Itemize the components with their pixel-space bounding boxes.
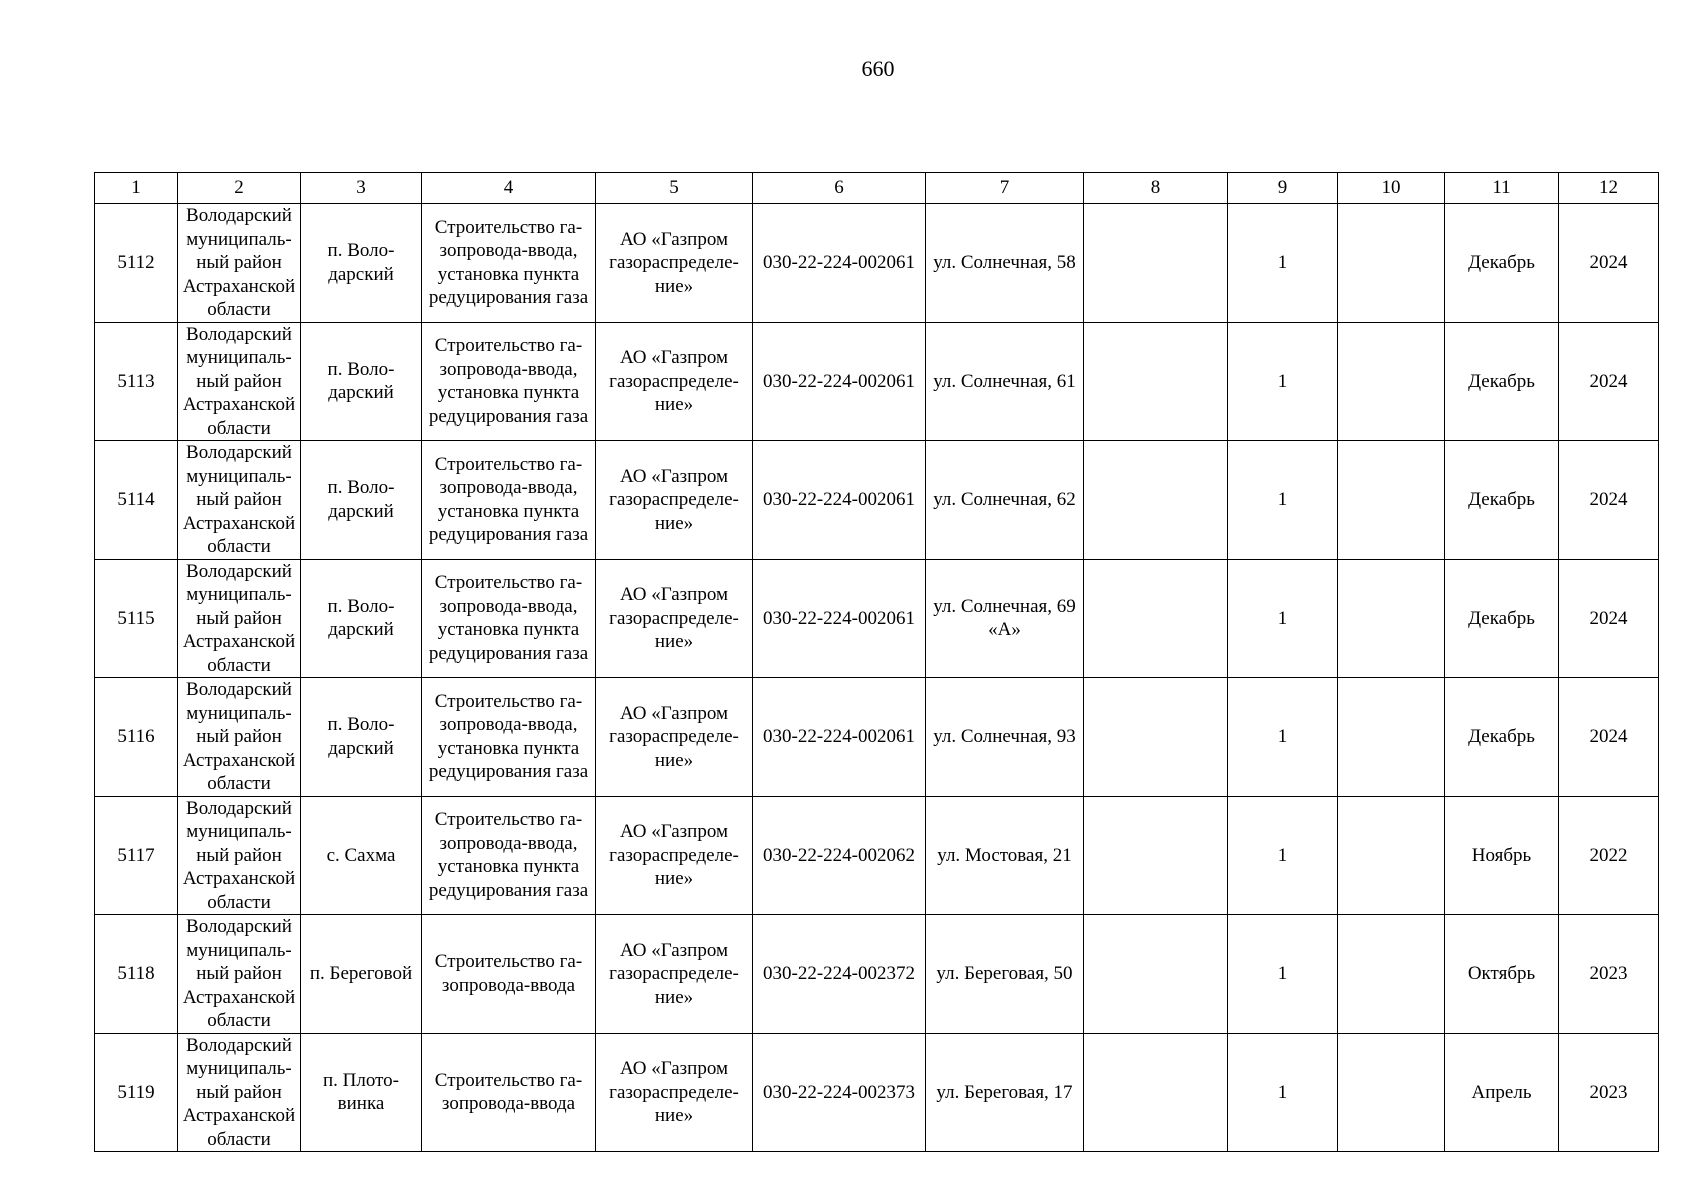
district-cell-line: муниципаль- (186, 465, 292, 487)
object-code-cell: 030-22-224-002373 (753, 1033, 926, 1152)
header-cell: 2 (178, 173, 301, 204)
work-description-cell-line: установка пункта (437, 382, 580, 404)
address-cell (926, 1033, 1084, 1152)
row-number-cell: 5112 (95, 204, 178, 323)
organization-cell-line: газораспределе- (609, 607, 739, 629)
district-cell-line: Астраханской (182, 868, 296, 889)
work-description-cell-line: редуцирования газа (428, 642, 589, 664)
district-cell (178, 1033, 301, 1152)
organization-cell-line: ние» (654, 986, 694, 1008)
settlement-cell-line: с. Сахма (326, 844, 396, 866)
work-description-cell-line: Строительство га- (434, 1069, 583, 1091)
year-cell: 2024 (1559, 559, 1659, 678)
district-cell-line: ный район (196, 489, 282, 510)
organization-cell-line: газораспределе- (609, 1081, 739, 1103)
year-cell: 2023 (1559, 915, 1659, 1034)
organization-cell-line: ние» (654, 631, 694, 652)
header-cell: 9 (1228, 173, 1338, 204)
organization-cell (596, 915, 753, 1034)
column-8-cell (1084, 559, 1228, 678)
organization-cell-line: газораспределе- (609, 489, 739, 510)
organization-cell (596, 441, 753, 560)
district-cell-line: Володарский (186, 797, 292, 819)
month-cell: Декабрь (1445, 441, 1559, 560)
table-header (95, 173, 1659, 204)
header-cell: 6 (753, 173, 926, 204)
table-row (95, 915, 1659, 1034)
district-cell-line: Астраханской (182, 749, 296, 771)
district-cell-line: муниципаль- (186, 939, 292, 961)
month-cell: Октябрь (1445, 915, 1559, 1034)
district-cell (178, 678, 301, 797)
column-10-cell (1338, 322, 1445, 441)
table-row (95, 796, 1659, 915)
work-description-cell (422, 915, 596, 1034)
organization-cell (596, 559, 753, 678)
address-cell (926, 559, 1084, 678)
table-row (95, 678, 1659, 797)
column-8-cell (1084, 796, 1228, 915)
year-cell: 2022 (1559, 796, 1659, 915)
work-description-cell-line: Строительство га- (434, 335, 583, 357)
month-cell: Апрель (1445, 1033, 1559, 1152)
settlement-cell (301, 796, 422, 915)
organization-cell-line: газораспределе- (609, 726, 739, 747)
district-cell-line: Астраханской (182, 275, 296, 297)
quantity-cell: 1 (1228, 678, 1338, 797)
work-description-cell-line: Строительство га- (434, 216, 583, 238)
month-cell: Ноябрь (1445, 796, 1559, 915)
settlement-cell-line: дарский (328, 382, 394, 404)
settlement-cell-line: п. Береговой (309, 963, 413, 984)
district-cell (178, 915, 301, 1034)
work-description-cell (422, 441, 596, 560)
column-8-cell (1084, 204, 1228, 323)
column-8-cell (1084, 1033, 1228, 1152)
month-cell: Декабрь (1445, 678, 1559, 797)
organization-cell (596, 678, 753, 797)
district-cell-line: муниципаль- (186, 1058, 292, 1079)
district-cell-line: Володарский (186, 1034, 292, 1056)
data-table (94, 172, 1659, 1152)
column-10-cell (1338, 441, 1445, 560)
address-cell (926, 204, 1084, 323)
table-row (95, 204, 1659, 323)
settlement-cell (301, 441, 422, 560)
district-cell-line: Астраханской (182, 1105, 296, 1126)
month-cell: Декабрь (1445, 204, 1559, 323)
quantity-cell: 1 (1228, 204, 1338, 323)
address-cell (926, 796, 1084, 915)
district-cell-line: области (207, 773, 271, 794)
work-description-cell-line: зопровода-ввода (441, 974, 576, 996)
work-description-cell-line: зопровода-ввода, (439, 477, 578, 499)
object-code-cell: 030-22-224-002061 (753, 441, 926, 560)
header-cell: 1 (95, 173, 178, 204)
column-10-cell (1338, 1033, 1445, 1152)
address-cell-line: ул. Солнечная, 61 (933, 370, 1076, 392)
settlement-cell (301, 678, 422, 797)
table-row (95, 1033, 1659, 1152)
work-description-cell (422, 1033, 596, 1152)
district-cell-line: ный район (196, 726, 282, 747)
organization-cell-line: ние» (654, 394, 694, 415)
header-row (95, 173, 1659, 204)
district-cell-line: Володарский (186, 442, 292, 463)
work-description-cell-line: Строительство га- (434, 951, 583, 973)
district-cell (178, 441, 301, 560)
page-number: 660 (861, 56, 895, 81)
quantity-cell: 1 (1228, 441, 1338, 560)
district-cell-line: области (207, 536, 271, 557)
organization-cell (596, 796, 753, 915)
organization-cell-line: газораспределе- (609, 370, 739, 392)
settlement-cell-line: дарский (328, 737, 394, 759)
settlement-cell-line: п. Воло- (327, 595, 395, 617)
header-cell: 8 (1084, 173, 1228, 204)
work-description-cell-line: зопровода-ввода (441, 1093, 576, 1115)
district-cell-line: области (207, 891, 271, 913)
object-code-cell: 030-22-224-002062 (753, 796, 926, 915)
work-description-cell-line: Строительство га- (434, 809, 583, 831)
district-cell-line: области (207, 654, 271, 676)
month-cell: Декабрь (1445, 322, 1559, 441)
organization-cell (596, 204, 753, 323)
column-10-cell (1338, 204, 1445, 323)
header-cell: 11 (1445, 173, 1559, 204)
work-description-cell (422, 322, 596, 441)
quantity-cell: 1 (1228, 1033, 1338, 1152)
address-cell-line: ул. Солнечная, 93 (933, 726, 1076, 747)
row-number-cell: 5115 (95, 559, 178, 678)
work-description-cell-line: установка пункта (437, 856, 580, 878)
row-number-cell: 5118 (95, 915, 178, 1034)
table-row (95, 322, 1659, 441)
year-cell: 2023 (1559, 1033, 1659, 1152)
work-description-cell-line: редуцирования газа (428, 524, 589, 546)
object-code-cell: 030-22-224-002061 (753, 204, 926, 323)
address-cell-line: ул. Солнечная, 69 (933, 595, 1076, 617)
address-cell (926, 915, 1084, 1034)
header-cell: 5 (596, 173, 753, 204)
column-10-cell (1338, 559, 1445, 678)
district-cell-line: муниципаль- (186, 821, 292, 842)
district-cell-line: Астраханской (182, 394, 296, 415)
district-cell-line: области (207, 417, 271, 439)
address-cell-line: ул. Мостовая, 21 (937, 844, 1072, 866)
work-description-cell-line: установка пункта (437, 619, 580, 641)
address-cell-line: ул. Солнечная, 58 (933, 252, 1076, 273)
settlement-cell-line: п. Воло- (327, 240, 395, 262)
address-cell-line: ул. Береговая, 50 (936, 963, 1073, 984)
work-description-cell-line: зопровода-ввода, (439, 714, 578, 736)
district-cell-line: муниципаль- (186, 228, 292, 250)
table-row (95, 559, 1659, 678)
district-cell-line: Володарский (186, 916, 292, 937)
column-8-cell (1084, 678, 1228, 797)
settlement-cell (301, 559, 422, 678)
quantity-cell: 1 (1228, 915, 1338, 1034)
header-cell: 4 (422, 173, 596, 204)
work-description-cell-line: установка пункта (437, 263, 580, 285)
organization-cell-line: АО «Газпром (619, 465, 729, 487)
object-code-cell: 030-22-224-002061 (753, 678, 926, 797)
settlement-cell-line: п. Воло- (327, 477, 395, 499)
address-cell-line: ул. Береговая, 17 (936, 1081, 1073, 1103)
organization-cell-line: ние» (654, 275, 694, 297)
district-cell-line: ный район (196, 844, 282, 866)
organization-cell-line: газораспределе- (609, 844, 739, 866)
district-cell-line: Володарский (186, 560, 292, 582)
organization-cell-line: АО «Газпром (619, 821, 729, 842)
district-cell-line: ный район (196, 252, 282, 273)
header-cell: 7 (926, 173, 1084, 204)
district-cell (178, 204, 301, 323)
district-cell-line: области (207, 299, 271, 320)
settlement-cell (301, 915, 422, 1034)
address-cell (926, 441, 1084, 560)
settlement-cell-line: п. Плото- (323, 1069, 399, 1091)
quantity-cell: 1 (1228, 796, 1338, 915)
work-description-cell (422, 678, 596, 797)
address-cell-line: «А» (988, 619, 1021, 641)
organization-cell-line: АО «Газпром (619, 702, 729, 724)
organization-cell-line: АО «Газпром (619, 228, 729, 250)
organization-cell-line: АО «Газпром (619, 939, 729, 961)
district-cell-line: Астраханской (182, 512, 296, 534)
work-description-cell-line: редуцирования газа (428, 287, 589, 309)
column-8-cell (1084, 322, 1228, 441)
organization-cell-line: АО «Газпром (619, 347, 729, 368)
district-cell-line: Володарский (186, 323, 292, 345)
work-description-cell-line: установка пункта (437, 500, 580, 522)
work-description-cell-line: редуцирования газа (428, 761, 589, 783)
district-cell-line: Астраханской (182, 631, 296, 652)
work-description-cell-line: зопровода-ввода, (439, 832, 578, 854)
table-body (95, 204, 1659, 1152)
header-cell: 3 (301, 173, 422, 204)
month-cell: Декабрь (1445, 559, 1559, 678)
district-cell (178, 322, 301, 441)
settlement-cell-line: дарский (328, 263, 394, 285)
district-cell (178, 559, 301, 678)
object-code-cell: 030-22-224-002372 (753, 915, 926, 1034)
year-cell: 2024 (1559, 322, 1659, 441)
settlement-cell-line: винка (337, 1093, 385, 1115)
organization-cell-line: АО «Газпром (619, 584, 729, 605)
year-cell: 2024 (1559, 441, 1659, 560)
row-number-cell: 5119 (95, 1033, 178, 1152)
district-cell-line: Володарский (186, 205, 292, 226)
settlement-cell (301, 204, 422, 323)
header-cell: 12 (1559, 173, 1659, 204)
district-cell-line: области (207, 1128, 271, 1150)
year-cell: 2024 (1559, 678, 1659, 797)
work-description-cell-line: зопровода-ввода, (439, 595, 578, 617)
row-number-cell: 5113 (95, 322, 178, 441)
column-10-cell (1338, 915, 1445, 1034)
object-code-cell: 030-22-224-002061 (753, 322, 926, 441)
organization-cell (596, 322, 753, 441)
district-cell (178, 796, 301, 915)
settlement-cell (301, 1033, 422, 1152)
settlement-cell-line: дарский (328, 619, 394, 641)
organization-cell-line: ние» (654, 1105, 694, 1126)
object-code-cell: 030-22-224-002061 (753, 559, 926, 678)
district-cell-line: ный район (196, 370, 282, 392)
work-description-cell-line: зопровода-ввода, (439, 240, 578, 262)
settlement-cell-line: п. Воло- (327, 358, 395, 380)
district-cell-line: ный район (196, 1081, 282, 1103)
work-description-cell-line: Строительство га- (434, 690, 583, 712)
column-10-cell (1338, 678, 1445, 797)
district-cell-line: ный район (196, 607, 282, 629)
work-description-cell-line: зопровода-ввода, (439, 358, 578, 380)
column-8-cell (1084, 441, 1228, 560)
district-cell-line: Володарский (186, 679, 292, 700)
settlement-cell-line: п. Воло- (327, 714, 395, 736)
district-cell-line: области (207, 1010, 271, 1031)
work-description-cell-line: редуцирования газа (428, 879, 589, 901)
header-cell: 10 (1338, 173, 1445, 204)
organization-cell-line: ние» (654, 868, 694, 889)
row-number-cell: 5117 (95, 796, 178, 915)
organization-cell (596, 1033, 753, 1152)
address-cell (926, 678, 1084, 797)
organization-cell-line: газораспределе- (609, 963, 739, 984)
district-cell-line: муниципаль- (186, 584, 292, 605)
settlement-cell-line: дарский (328, 500, 394, 522)
year-cell: 2024 (1559, 204, 1659, 323)
work-description-cell-line: Строительство га- (434, 453, 583, 475)
quantity-cell: 1 (1228, 559, 1338, 678)
row-number-cell: 5114 (95, 441, 178, 560)
address-cell-line: ул. Солнечная, 62 (933, 489, 1076, 510)
organization-cell-line: ние» (654, 512, 694, 534)
organization-cell-line: газораспределе- (609, 252, 739, 273)
organization-cell-line: ние» (654, 749, 694, 771)
work-description-cell-line: редуцирования газа (428, 405, 589, 427)
work-description-cell-line: Строительство га- (434, 572, 583, 594)
column-8-cell (1084, 915, 1228, 1034)
address-cell (926, 322, 1084, 441)
row-number-cell: 5116 (95, 678, 178, 797)
work-description-cell (422, 204, 596, 323)
quantity-cell: 1 (1228, 322, 1338, 441)
organization-cell-line: АО «Газпром (619, 1058, 729, 1079)
work-description-cell (422, 796, 596, 915)
table-row (95, 441, 1659, 560)
settlement-cell (301, 322, 422, 441)
column-10-cell (1338, 796, 1445, 915)
work-description-cell-line: установка пункта (437, 737, 580, 759)
district-cell-line: муниципаль- (186, 702, 292, 724)
work-description-cell (422, 559, 596, 678)
district-cell-line: ный район (196, 963, 282, 984)
district-cell-line: муниципаль- (186, 347, 292, 368)
district-cell-line: Астраханской (182, 986, 296, 1008)
